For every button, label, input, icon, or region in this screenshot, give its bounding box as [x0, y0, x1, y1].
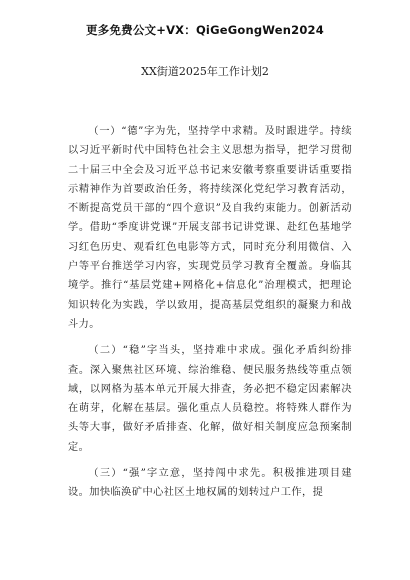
paragraph-wen: （二）“稳”字当头，坚持难中求成。强化矛盾纠纷排查。深入聚焦社区环境、综治维稳、便民服务热线等重点领域，以网格为基本单元开展大排查，务必把不稳定因素解决在萌芽，化解在基层。强化重点人员稳控。将特殊人群作为头等大事，做好矛盾排查、化解，做好相关制度应急预案制定。	[68, 345, 352, 453]
document-title: XX街道2025年工作计划2	[141, 65, 269, 78]
paragraph-qiang: （三）“强”字立意，坚持闯中求先。积极推进项目建设。加快临涣矿中心社区土地权属的划转过户工作，提	[68, 468, 352, 499]
watermark-header: 更多免费公文+VX：QiGeGongWen2024	[86, 23, 324, 37]
paragraph-de: （一）“德”字为先，坚持学中求精。及时跟进学。持续以习近平新时代中国特色社会主义思想为指导，把学习贯彻二十届三中全会及习近平总书记来安徽考察重要讲话重要指示精神作为首要政治任务，将持续深化党纪学习教育活动，不断提高党员干部的“四个意识”及自我约束能力。创新活动学。借助“季度讲党课”开展支部书记讲党课、赴红色基地学习红色历史、观看红色电影等方式，同时充分利用微信、入户等平台推送学习内容，实现党员学习教育全覆盖。身临其境学。推行“基层党建+网格化+信息化”治理模式，把理论知识转化为实践，学以致用，提高基层党组织的凝聚力和战斗力。	[68, 126, 352, 330]
document-body	[68, 122, 352, 510]
